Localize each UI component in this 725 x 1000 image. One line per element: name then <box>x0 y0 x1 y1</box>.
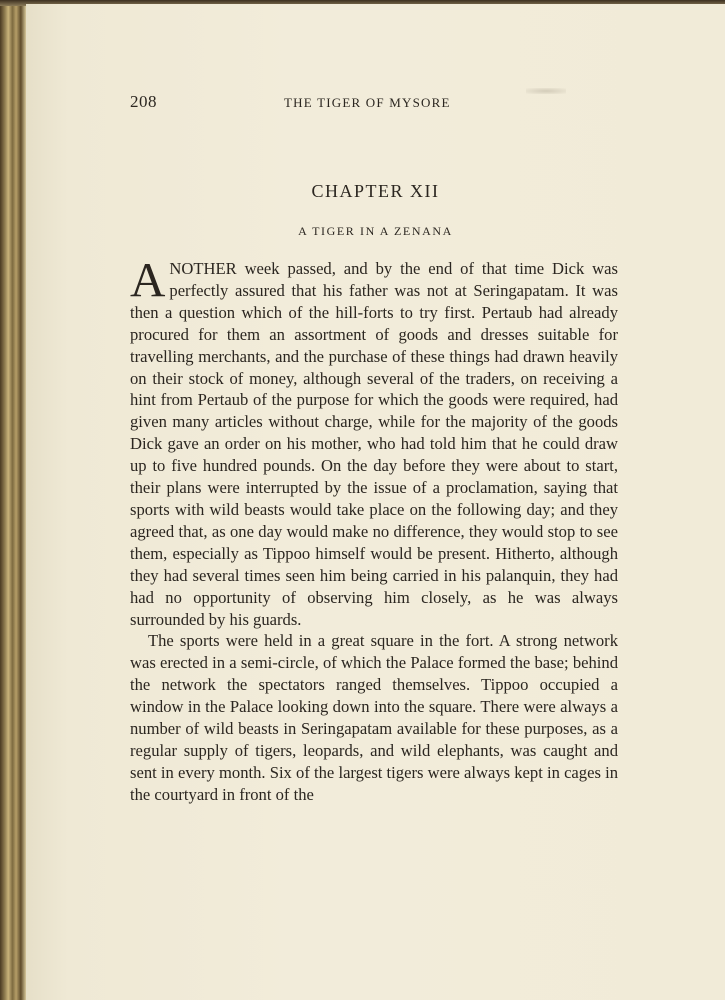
drop-cap: A <box>130 252 166 307</box>
page-number: 208 <box>130 92 157 111</box>
book-page <box>26 4 725 1000</box>
chapter-subtitle: A TIGER IN A ZENANA <box>298 224 453 238</box>
paragraph-1-text: NOTHER week passed, and by the end of that time Dick was perfectly assured that his father was not at Seringapatam. It was then a question which of the hill-forts to try first. Pertaub had already procured for them an assortment of goods and dresses suitable for travelling merchants, and the purchase of these things had drawn heavily on their stock of money, although several of the traders, on receiving a hint from Pertaub of the purpose for which the goods were required, had given many articles without charge, while for the majority of the goods Dick gave an order on his mother, who had told him that he could draw up to five hundred pounds. On the day before they were about to start, their plans were interrupted by the issue of a proclamation, saying that sports with wild beasts would take place on the following day; and they agreed that, as one day would make no difference, they would stop to see them, especially as Tippoo himself would be present. Hitherto, although they had several times seen him being carried in his palanquin, they had had no opportunity of observing him closely, as he was always surrounded by his guards. <box>130 259 618 629</box>
paragraph-1 <box>130 252 618 630</box>
book-binding-edge <box>0 0 26 1000</box>
running-title: THE TIGER OF MYSORE <box>284 95 451 110</box>
chapter-heading: CHAPTER XII <box>311 181 440 201</box>
paragraph-2: The sports were held in a great square in the fort. A strong network was erected in a semi-circle, of which the Palace formed the base; behind the network the spectators ranged themselves. Tippoo occupied a window in the Palace looking down into the square. There were always a number of wild beasts in Seringapatam available for these purposes, as a regular supply of tigers, leopards, and wild elephants, was caught and sent in every month. Six of the largest tigers were always kept in cages in the courtyard in front of the <box>130 631 618 804</box>
body-text <box>130 252 618 806</box>
running-head <box>26 92 725 112</box>
